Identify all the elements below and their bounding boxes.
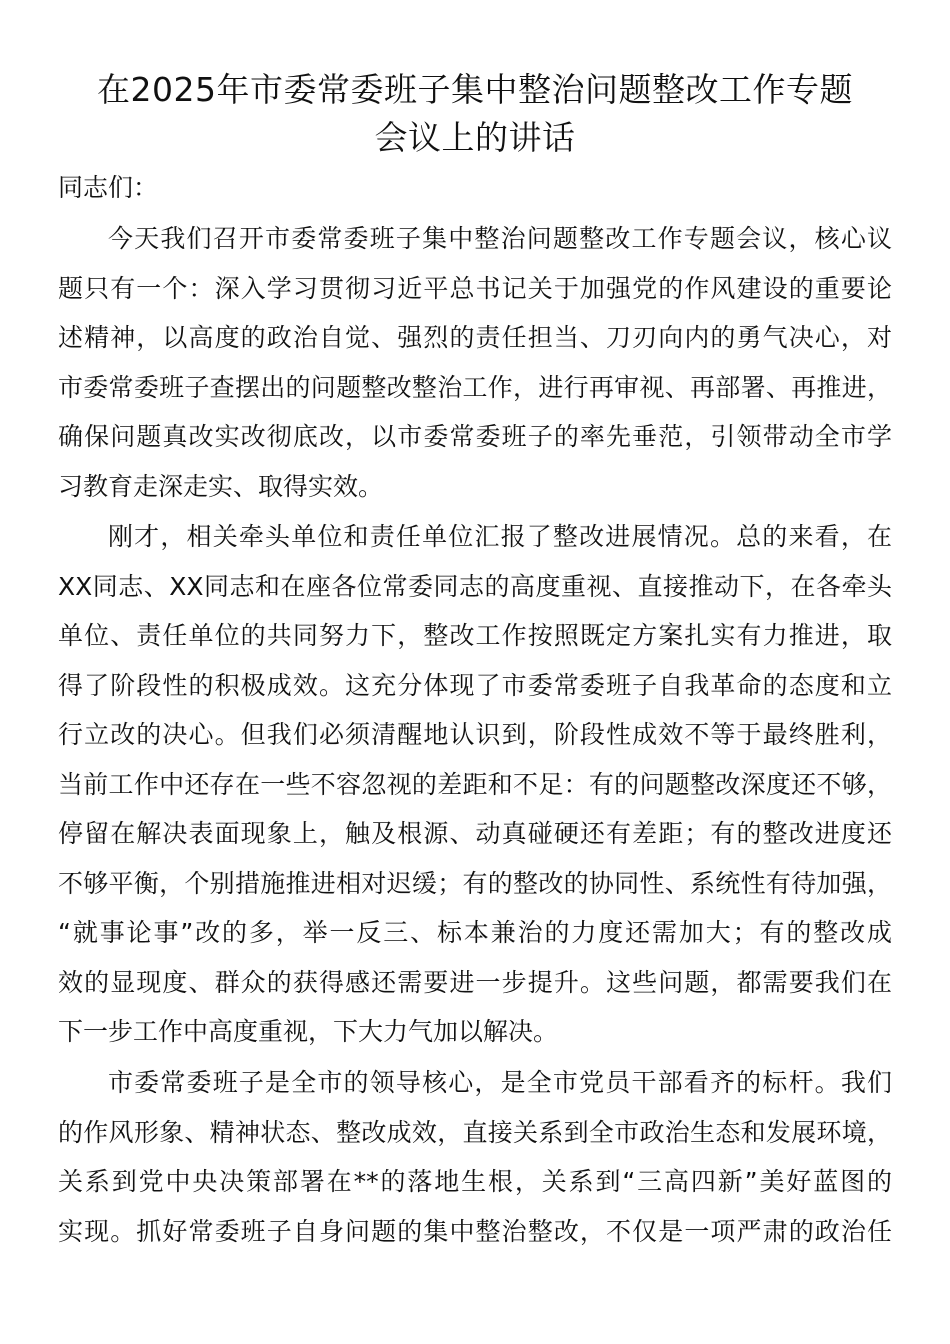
paragraph-line: 关系到党中央决策部署在**的落地生根，关系到“三高四新”美好蓝图的 bbox=[58, 1167, 892, 1196]
document-title-line-2: 会议上的讲话 bbox=[374, 118, 576, 157]
paragraph-line: 得了阶段性的积极成效。这充分体现了市委常委班子自我革命的态度和立 bbox=[58, 670, 892, 700]
paragraph-line: 当前工作中还存在一些不容忽视的差距和不足：有的问题整改深度还不够， bbox=[58, 769, 892, 799]
paragraph-2 bbox=[58, 512, 892, 1057]
paragraph-line: 效的显现度、群众的获得感还需要进一步提升。这些问题，都需要我们在 bbox=[58, 967, 892, 997]
paragraph-line: 停留在解决表面现象上，触及根源、动真碰硬还有差距；有的整改进度还 bbox=[58, 819, 892, 848]
paragraph-line: 下一步工作中高度重视，下大力气加以解决。 bbox=[58, 1017, 559, 1046]
paragraph-line: 实现。抓好常委班子自身问题的集中整治整改，不仅是一项严肃的政治任 bbox=[58, 1216, 892, 1246]
paragraph-line: 单位、责任单位的共同努力下，整改工作按照既定方案扎实有力推进，取 bbox=[58, 621, 892, 650]
paragraph-line: 确保问题真改实改彻底改，以市委常委班子的率先垂范，引领带动全市学 bbox=[58, 422, 892, 451]
paragraph-line: 刚才，相关牵头单位和责任单位汇报了整改进展情况。总的来看，在 bbox=[108, 522, 892, 551]
paragraph-line: 题只有一个：深入学习贯彻习近平总书记关于加强党的作风建设的重要论 bbox=[58, 273, 892, 303]
paragraph-line: XX同志、XX同志和在座各位常委同志的高度重视、直接推动下，在各牵头 bbox=[58, 571, 892, 601]
greeting: 同志们： bbox=[58, 173, 159, 202]
paragraph-1 bbox=[58, 214, 892, 511]
paragraph-3 bbox=[58, 1058, 892, 1256]
paragraph-line: 习教育走深走实、取得实效。 bbox=[58, 471, 384, 501]
paragraph-line: “就事论事”改的多，举一反三、标本兼治的力度还需加大；有的整改成 bbox=[58, 918, 892, 947]
document-title-line-1: 在2025年市委常委班子集中整治问题整改工作专题 bbox=[97, 70, 853, 109]
paragraph-line: 述精神，以高度的政治自觉、强烈的责任担当、刀刃向内的勇气决心，对 bbox=[58, 323, 892, 352]
paragraph-line: 不够平衡，个别措施推进相对迟缓；有的整改的协同性、系统性有待加强， bbox=[58, 868, 892, 898]
paragraph-line: 市委常委班子查摆出的问题整改整治工作，进行再审视、再部署、再推进， bbox=[58, 372, 892, 402]
paragraph-line: 市委常委班子是全市的领导核心，是全市党员干部看齐的标杆。我们 bbox=[108, 1068, 892, 1097]
paragraph-line: 今天我们召开市委常委班子集中整治问题整改工作专题会议，核心议 bbox=[108, 224, 892, 253]
paragraph-line: 的作风形象、精神状态、整改成效，直接关系到全市政治生态和发展环境， bbox=[58, 1117, 892, 1147]
paragraph-line: 行立改的决心。但我们必须清醒地认识到，阶段性成效不等于最终胜利， bbox=[58, 720, 892, 749]
